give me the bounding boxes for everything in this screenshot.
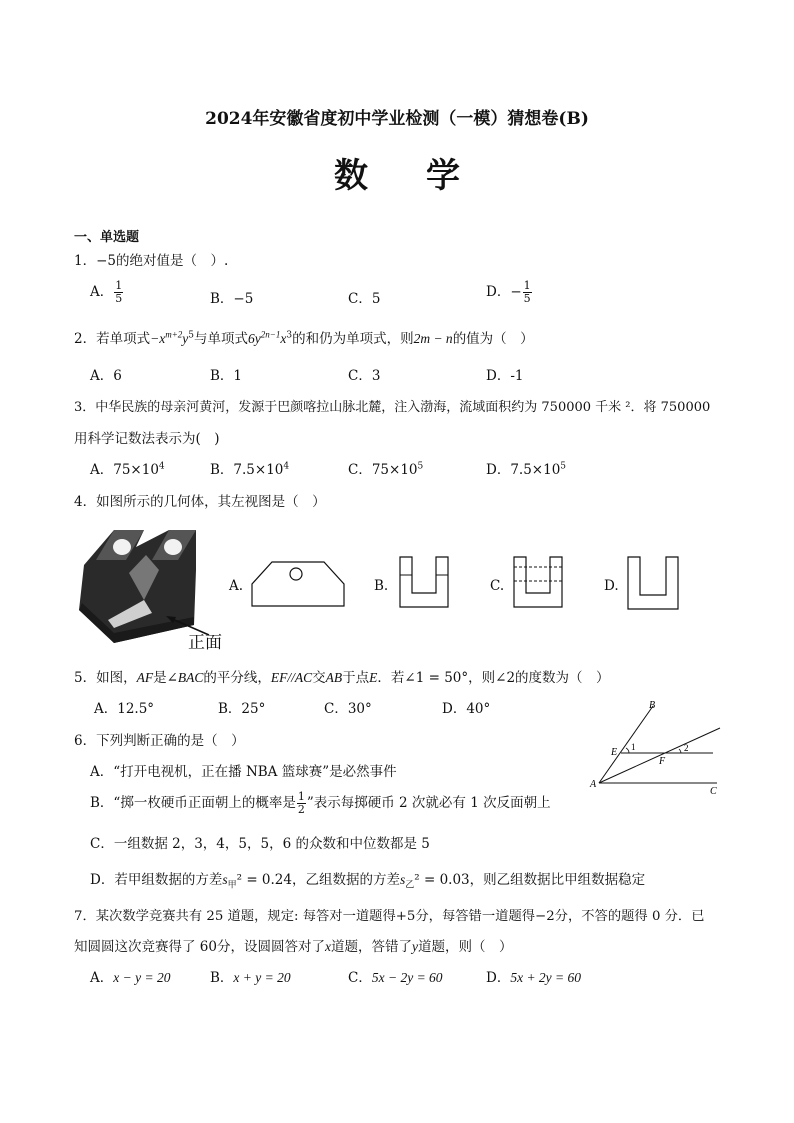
- q3-option-c: C．$75\times 10^5$: [348, 461, 424, 478]
- exam-title: 2024年安徽省度初中学业检测（一模）猜想卷(B): [205, 109, 589, 129]
- q4-stem: 4．如图所示的几何体，其左视图是（ ）: [74, 494, 326, 510]
- q3-stem-line2: 用科学记数法表示为( ): [74, 431, 220, 447]
- q6-option-b: B．“掷一枚硬币正面朝上的概率是 $\frac{1}{2}$ ”表示每掷硬币 2 次就必有 1 次反面朝上: [90, 790, 551, 816]
- q7-option-a: A．x − y = 20: [90, 970, 171, 986]
- q7-option-d: D．5x + 2y = 60: [486, 970, 582, 986]
- q5-option-d: D．40°: [442, 701, 491, 717]
- q7-option-b: B．x + y = 20: [210, 970, 291, 986]
- q7-option-c: C．5x − 2y = 60: [348, 970, 443, 986]
- q3-option-d: D．$7.5\times 10^5$: [486, 461, 567, 478]
- q4-option-b-figure: [398, 555, 452, 611]
- q1-stem: 1．−5的绝对值是（ ）.: [74, 253, 229, 269]
- q4-option-b: B.: [374, 578, 389, 594]
- q5-option-b: B．25°: [218, 701, 266, 717]
- q2-option-c: C．3: [348, 368, 381, 384]
- q6-option-a: A．“打开电视机，正在播 NBA 篮球赛”是必然事件: [90, 764, 397, 780]
- q5-geometry-figure: [585, 698, 725, 798]
- q4-option-c-figure: [512, 555, 566, 611]
- label-a: A: [590, 779, 597, 790]
- q1-option-d: D．− $\frac{1}{5}$: [486, 279, 531, 305]
- label-b: B: [649, 700, 656, 711]
- q4-option-d: D.: [604, 578, 619, 594]
- label-angle-2: 2: [684, 743, 689, 753]
- q2-option-d: D．-1: [486, 368, 524, 384]
- q6-option-d: D．若甲组数据的方差$s_甲^2 = 0.24$，乙组数据的方差$s_乙^2 = 0.03$，则乙组数据比甲组数据稳定: [90, 872, 646, 891]
- label-angle-1: 1: [631, 742, 636, 752]
- q5-option-a: A．12.5°: [94, 701, 155, 717]
- label-c: C: [710, 786, 717, 797]
- q4-option-c: C.: [490, 578, 505, 594]
- q5-option-c: C．30°: [324, 701, 372, 717]
- q2-option-b: B．1: [210, 368, 243, 384]
- q4-option-d-figure: [626, 555, 684, 613]
- q3-option-b: B．$7.5\times 10^4$: [210, 461, 290, 478]
- q6-option-c: C．一组数据 2，3，4，5，5，6 的众数和中位数都是 5: [90, 836, 430, 852]
- q6-stem: 6．下列判断正确的是（ ）: [74, 733, 245, 749]
- front-label: 正面: [188, 633, 222, 653]
- q2-stem: 2．若单项式$-x^{m+2}y^5$与单项式$6y^{2n-1}x^3$的和仍为单项式，则2m − n的值为（ ）: [74, 329, 534, 347]
- q7-stem-line2: 知圆圆这次竞赛得了 60分，设圆圆答对了x道题，答错了y道题，则（ ）: [74, 939, 513, 955]
- section-heading: 一、单选题: [74, 230, 140, 245]
- q3-stem-line1: 3．中华民族的母亲河黄河，发源于巴颜喀拉山脉北麓，注入渤海，流域面积约为 750000 千米 ²．将 750000: [74, 400, 711, 415]
- subject-title: 数学: [334, 156, 518, 196]
- q3-option-a: A．$75\times 10^4$: [90, 461, 165, 478]
- q7-stem-line1: 7．某次数学竞赛共有 25 道题，规定: 每答对一道题得+5分，每答错一道题得−2分，不答的题得 0 分．已: [74, 909, 705, 924]
- q1-option-c: C．5: [348, 291, 381, 307]
- q4-option-a-figure: [250, 558, 350, 608]
- q2-option-a: A．6: [90, 368, 122, 384]
- q1-option-a: A． $\frac{1}{5}$: [90, 279, 123, 305]
- q1-option-b: B．−5: [210, 291, 254, 307]
- label-e: E: [611, 747, 618, 758]
- q5-stem: 5．如图，AF是∠BAC的平分线，EF//AC交AB于点E．若∠1 = 50°，则∠2的度数为（ ）: [74, 670, 610, 686]
- q4-option-a: A.: [229, 578, 244, 594]
- label-f: F: [659, 756, 666, 767]
